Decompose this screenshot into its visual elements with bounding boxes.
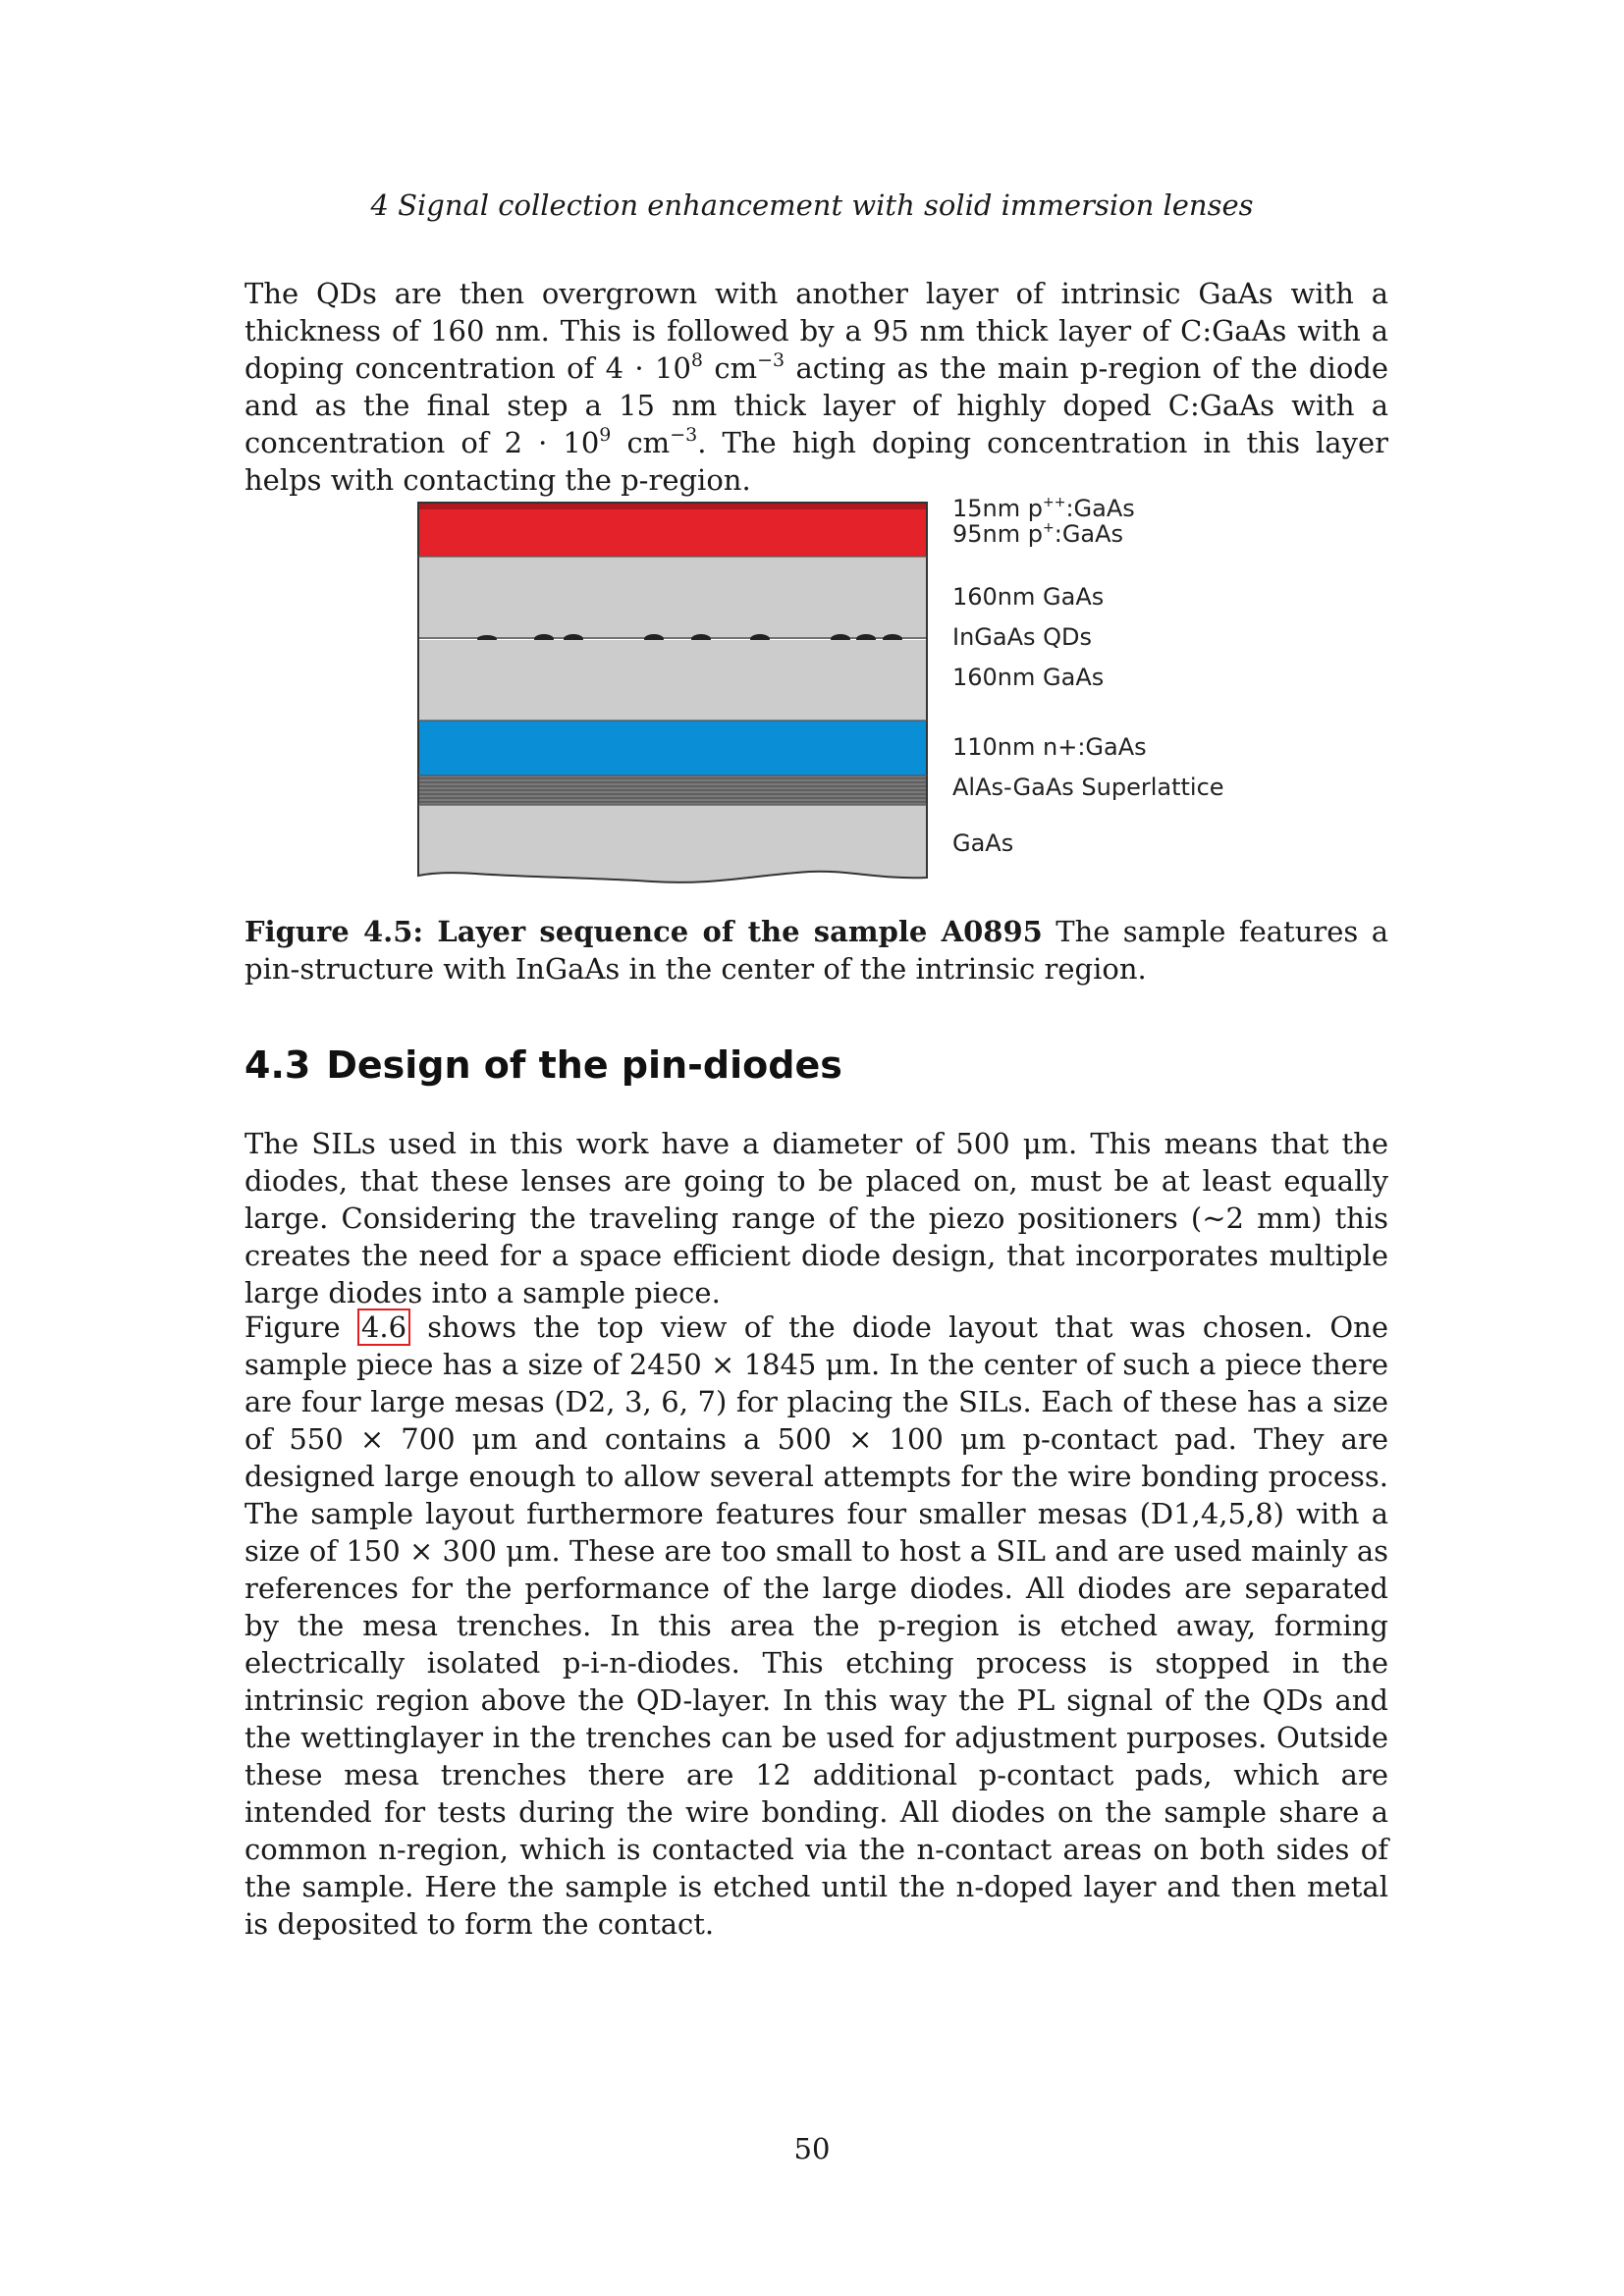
running-header: 4 Signal collection enhancement with solid immersion lenses — [370, 188, 1254, 222]
layer-p-plus — [418, 509, 927, 557]
layer-superlattice — [418, 775, 927, 805]
layer-intrinsic-bottom — [418, 640, 927, 721]
para1-text-2: cm — [703, 351, 758, 385]
label-p-plus-text: 95nm p — [952, 520, 1043, 548]
para1-sup-4: −3 — [670, 424, 698, 446]
para1-text-5: . The high doping concentration in this layer helps with contacting the p-region. — [244, 426, 1388, 497]
page-number: 50 — [793, 2132, 831, 2165]
layer-intrinsic-top — [418, 557, 927, 639]
label-intrinsic-top: 160nm GaAs — [952, 583, 1105, 611]
label-substrate: GaAs — [952, 829, 1014, 857]
label-p-plus-plus-sup: ++ — [1043, 495, 1066, 510]
label-p-plus-plus — [952, 495, 1135, 522]
paragraph-overgrowth — [244, 275, 1388, 499]
label-p-plus-plus-text: 15nm p — [952, 495, 1043, 522]
layer-substrate — [418, 805, 927, 882]
caption-title: Figure 4.5: Layer sequence of the sample A0895 — [244, 915, 1043, 948]
paragraph-sil-diameter — [244, 1125, 1388, 1311]
layer-stack-diagram — [416, 495, 1241, 897]
caption-text: The sample features a pin-structure with InGaAs in the center of the intrinsic region. — [244, 915, 1388, 986]
label-qd-layer: InGaAs QDs — [952, 623, 1093, 651]
label-n-plus: 110nm n+:GaAs — [952, 733, 1147, 761]
para3-text-after: shows the top view of the diode layout that was chosen. One sample piece has a size of 2450 × 1845 μm. In the center of such a piece there are four large mesas (D2, 3, 6, 7) for placing the SILs. Each of these has a size of 550 × 700 μm and contains a 500 × 100 μm p-contact pad. They are designed large enough to allow several attempts for the wire bonding process. The sample layout furthermore features four smaller mesas (D1,4,5,8) with a size of 150 × 300 μm. These are too small to host a SIL and are used mainly as references for the performance of the large diodes. All diodes are separated by the mesa trenches. In this area the p-region is etched away, forming electrically isolated p-i-n-diodes. This etching process is stopped in the intrinsic region above the QD-layer. In this way the PL signal of the QDs and the wettinglayer in the trenches can be used for adjustment purposes. Outside these mesa trenches there are 12 additional p-contact pads, which are intended for tests during the wire bonding. All diodes on the sample share a common n-region, which is contacted via the n-contact areas on both sides of the sample. Here the sample is etched until the n-doped layer and then metal is deposited to form the contact. — [244, 1310, 1388, 1941]
layer-p-plus-plus — [418, 503, 927, 509]
superlattice-stripes — [418, 778, 927, 802]
label-p-plus-sup: + — [1043, 520, 1055, 536]
figure-reference-link[interactable]: 4.6 — [357, 1308, 410, 1346]
section-number: 4.3 — [244, 1043, 311, 1087]
para1-sup-2: −3 — [757, 349, 785, 371]
para1-sup-1: 8 — [690, 349, 703, 371]
layer-sequence-figure — [416, 495, 1241, 897]
paragraph-diode-layout — [244, 1308, 1388, 1943]
label-superlattice: AlAs-GaAs Superlattice — [952, 774, 1224, 801]
para1-text-3: acting as the main p-region of the diode and as the final step a 15 nm thick layer of highly doped C:GaAs with a concentration of 2 · 10 — [244, 351, 1389, 459]
para1-text-4: cm — [611, 426, 671, 459]
label-p-plus-material: :GaAs — [1054, 520, 1124, 548]
figure-caption — [244, 913, 1388, 988]
para1-sup-3: 9 — [599, 424, 612, 446]
label-p-plus — [952, 520, 1123, 548]
label-p-plus-plus-material: :GaAs — [1065, 495, 1135, 522]
layer-n-plus — [418, 721, 927, 775]
section-title: Design of the pin-diodes — [326, 1043, 842, 1087]
label-intrinsic-bottom: 160nm GaAs — [952, 664, 1105, 691]
section-heading — [244, 1043, 842, 1087]
para2-text: The SILs used in this work have a diameter of 500 μm. This means that the diodes, that these lenses are going to be placed on, must be at least equally large. Considering the traveling range of the piezo positioners (∼2 mm) this creates the need for a space efficient diode design, that incorporates multiple large diodes into a sample piece. — [244, 1127, 1388, 1309]
para1-text-1: The QDs are then overgrown with another layer of intrinsic GaAs with a thickness of 160 nm. This is followed by a 95 nm thick layer of C:GaAs with a doping concentration of 4 · 10 — [244, 277, 1388, 385]
para3-text-before: Figure — [244, 1310, 357, 1344]
